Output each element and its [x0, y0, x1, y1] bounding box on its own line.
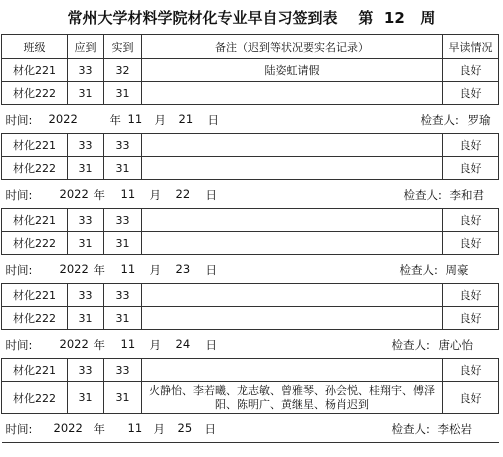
status-cell: 良好 — [443, 59, 499, 82]
header-row — [2, 35, 499, 59]
date-line — [2, 255, 499, 283]
year-value: 2022 — [59, 187, 89, 201]
table-row — [2, 359, 499, 382]
month-unit: 月 — [153, 422, 165, 436]
year-value: 2022 — [59, 337, 89, 351]
time-label: 时间: — [5, 263, 33, 277]
actual-count-cell: 31 — [104, 82, 142, 105]
time-label: 时间: — [5, 113, 33, 127]
note-cell — [142, 82, 443, 105]
status-cell: 良好 — [443, 284, 499, 307]
month-value: 11 — [120, 337, 136, 351]
inspector-name: 唐心怡 — [438, 338, 473, 352]
month-unit: 月 — [149, 263, 161, 277]
year-unit: 年 — [109, 113, 121, 127]
inspector-name: 李和君 — [449, 188, 484, 202]
day-value: 22 — [175, 187, 191, 201]
day-value: 24 — [175, 337, 191, 351]
expected-count-cell: 31 — [68, 232, 104, 255]
inspector-name: 李松岩 — [437, 422, 472, 436]
note-cell — [142, 359, 443, 382]
table-row — [2, 59, 499, 82]
header-actual: 实到 — [104, 35, 142, 59]
expected-count-cell: 31 — [68, 382, 104, 414]
day-unit: 日 — [205, 338, 217, 352]
year-unit: 年 — [93, 338, 105, 352]
date-inspector-cell — [2, 414, 499, 443]
inspector-label: 检查人: — [399, 263, 438, 277]
header-class: 班级 — [2, 35, 68, 59]
table-row — [2, 82, 499, 105]
table-row — [2, 157, 499, 180]
class-cell: 材化222 — [2, 232, 68, 255]
table-row — [2, 209, 499, 232]
year-value: 2022 — [59, 262, 89, 276]
expected-count-cell: 33 — [68, 59, 104, 82]
actual-count-cell: 31 — [104, 157, 142, 180]
date-inspector-cell — [2, 105, 499, 134]
expected-count-cell: 31 — [68, 82, 104, 105]
date-inspector-cell — [2, 255, 499, 284]
date-line — [2, 414, 499, 442]
note-cell — [142, 134, 443, 157]
class-cell: 材化222 — [2, 82, 68, 105]
year-unit: 年 — [93, 263, 105, 277]
actual-count-cell: 33 — [104, 209, 142, 232]
table-row — [2, 382, 499, 414]
actual-count-cell: 32 — [104, 59, 142, 82]
class-cell: 材化222 — [2, 307, 68, 330]
header-expected: 应到 — [68, 35, 104, 59]
class-cell: 材化221 — [2, 59, 68, 82]
inspector-label: 检查人: — [420, 113, 459, 127]
date-line — [2, 330, 499, 358]
month-value: 11 — [127, 421, 143, 435]
attendance-table — [1, 34, 499, 443]
actual-count-cell: 33 — [104, 359, 142, 382]
status-cell: 良好 — [443, 232, 499, 255]
note-cell — [142, 284, 443, 307]
status-cell: 良好 — [443, 209, 499, 232]
month-value: 11 — [127, 112, 143, 126]
year-value: 2022 — [53, 421, 83, 435]
year-unit: 年 — [93, 422, 105, 436]
class-cell: 材化221 — [2, 284, 68, 307]
status-cell: 良好 — [443, 157, 499, 180]
date-inspector-row — [2, 105, 499, 134]
header-status: 早读情况 — [443, 35, 499, 59]
month-unit: 月 — [149, 338, 161, 352]
expected-count-cell: 33 — [68, 209, 104, 232]
status-cell: 良好 — [443, 134, 499, 157]
note-cell: 陆姿虹请假 — [142, 59, 443, 82]
note-cell — [142, 157, 443, 180]
date-line — [2, 180, 499, 208]
time-label: 时间: — [5, 188, 33, 202]
note-cell: 火静怡、李若曦、龙志敏、曾雅琴、孙会悦、桂翔宇、傅泽阳、陈明广、黄继星、杨肖迟到 — [142, 382, 443, 414]
expected-count-cell: 33 — [68, 359, 104, 382]
day-value: 25 — [177, 421, 193, 435]
month-value: 11 — [120, 262, 136, 276]
inspector-name: 周豪 — [445, 263, 469, 277]
day-unit: 日 — [205, 188, 217, 202]
inspector-label: 检查人: — [403, 188, 442, 202]
inspector-label: 检查人: — [391, 338, 430, 352]
note-cell — [142, 232, 443, 255]
year-value: 2022 — [48, 112, 78, 126]
sheet-title: 常州大学材料学院材化专业早自习签到表 第 12 周 — [67, 8, 436, 27]
class-cell: 材化221 — [2, 359, 68, 382]
class-cell: 材化222 — [2, 157, 68, 180]
year-unit: 年 — [93, 188, 105, 202]
note-cell — [142, 209, 443, 232]
date-inspector-row — [2, 414, 499, 443]
status-cell: 良好 — [443, 307, 499, 330]
time-label: 时间: — [5, 338, 33, 352]
time-label: 时间: — [5, 422, 33, 436]
status-cell: 良好 — [443, 359, 499, 382]
date-line — [2, 105, 499, 133]
day-unit: 日 — [204, 422, 216, 436]
month-unit: 月 — [149, 188, 161, 202]
expected-count-cell: 33 — [68, 134, 104, 157]
class-cell: 材化221 — [2, 134, 68, 157]
expected-count-cell: 33 — [68, 284, 104, 307]
month-unit: 月 — [154, 113, 166, 127]
note-cell — [142, 307, 443, 330]
actual-count-cell: 31 — [104, 307, 142, 330]
class-cell: 材化221 — [2, 209, 68, 232]
table-row — [2, 307, 499, 330]
date-inspector-row — [2, 180, 499, 209]
date-inspector-row — [2, 330, 499, 359]
actual-count-cell: 33 — [104, 134, 142, 157]
day-value: 21 — [178, 112, 194, 126]
date-inspector-row — [2, 255, 499, 284]
day-value: 23 — [175, 262, 191, 276]
table-row — [2, 284, 499, 307]
status-cell: 良好 — [443, 382, 499, 414]
expected-count-cell: 31 — [68, 157, 104, 180]
table-row — [2, 232, 499, 255]
day-unit: 日 — [205, 263, 217, 277]
class-cell: 材化222 — [2, 382, 68, 414]
inspector-name: 罗瑜 — [467, 113, 491, 127]
status-cell: 良好 — [443, 82, 499, 105]
actual-count-cell: 33 — [104, 284, 142, 307]
header-note: 备注（迟到等状况要实名记录） — [142, 35, 443, 59]
actual-count-cell: 31 — [104, 232, 142, 255]
inspector-label: 检查人: — [391, 422, 430, 436]
actual-count-cell: 31 — [104, 382, 142, 414]
day-unit: 日 — [207, 113, 219, 127]
date-inspector-cell — [2, 180, 499, 209]
month-value: 11 — [120, 187, 136, 201]
expected-count-cell: 31 — [68, 307, 104, 330]
table-row — [2, 134, 499, 157]
date-inspector-cell — [2, 330, 499, 359]
